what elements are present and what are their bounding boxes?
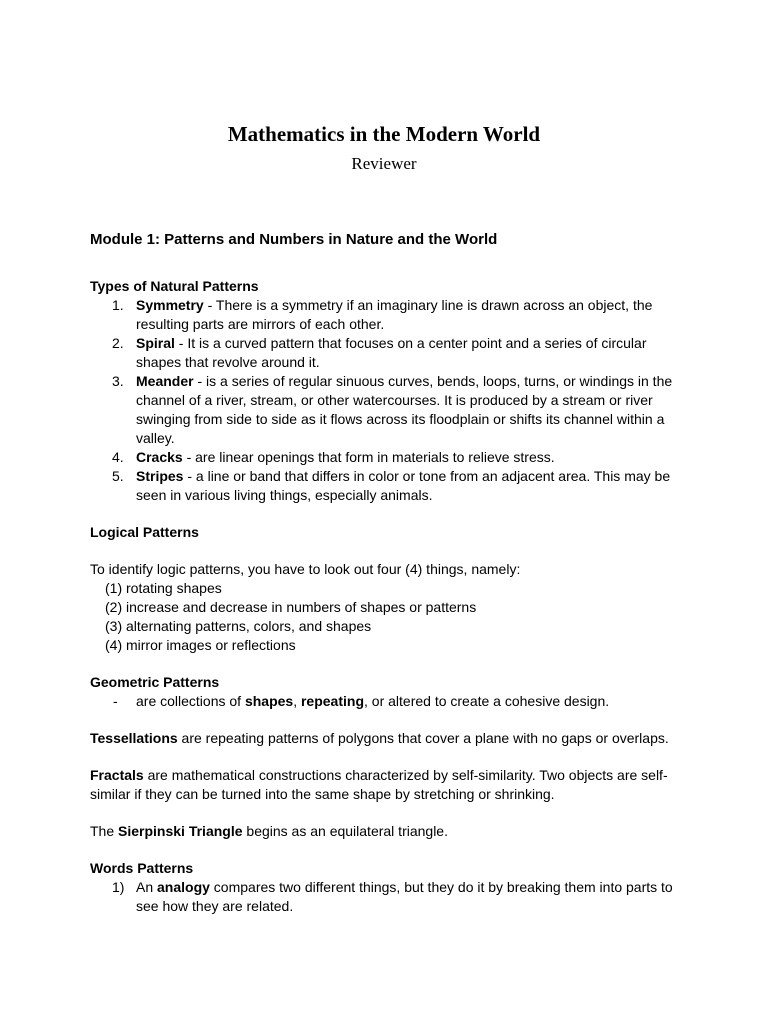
tessellations-paragraph (90, 729, 680, 748)
list-item (90, 372, 680, 448)
fractals-paragraph (90, 766, 680, 804)
list-item: (2) increase and decrease in numbers of shapes or patterns (105, 599, 477, 615)
natural-patterns-list (90, 296, 680, 505)
list-item (90, 448, 680, 467)
list-item: (1) rotating shapes (105, 580, 222, 596)
list-text: - a line or band that differs in color or tone from an adjacent area. This may be seen in various living things, especially animals. (136, 468, 671, 503)
list-number: 4. (112, 449, 124, 465)
list-number: 1. (112, 297, 124, 313)
list-number: 1) (112, 879, 125, 895)
term-analogy: analogy (157, 879, 210, 895)
list-text: - It is a curved pattern that focuses on a center point and a series of circular shapes that revolve around it. (136, 335, 647, 370)
logical-patterns-heading: Logical Patterns (90, 524, 199, 540)
list-term: Spiral (136, 335, 175, 351)
list-item (90, 296, 680, 334)
logical-patterns-intro: To identify logic patterns, you have to look out four (4) things, namely: (90, 561, 521, 577)
list-number: 5. (112, 468, 124, 484)
list-text: compares two different things, but they do it by breaking them into parts to see how they are related. (136, 879, 673, 914)
list-item: (3) alternating patterns, colors, and shapes (105, 618, 372, 634)
module-heading: Module 1: Patterns and Numbers in Nature and the World (90, 231, 498, 248)
list-text: An (136, 879, 158, 895)
term-fractals: Fractals (90, 767, 144, 783)
document-body (90, 230, 680, 916)
list-text: , (293, 693, 301, 709)
list-term: Meander (136, 373, 194, 389)
term-shapes: shapes (244, 693, 294, 709)
paragraph-text: are repeating patterns of polygons that cover a plane with no gaps or overlaps. (177, 730, 669, 746)
term-sierpinski-triangle: Sierpinski Triangle (118, 823, 243, 839)
document-subtitle: Reviewer (351, 154, 417, 173)
paragraph-text: The (90, 823, 119, 839)
logical-patterns-list (90, 579, 680, 655)
list-term: Symmetry (136, 297, 204, 313)
list-item (90, 467, 680, 505)
list-term: Cracks (136, 449, 183, 465)
list-text: are collections of (136, 693, 245, 709)
list-text: , or altered to create a cohesive design. (364, 693, 610, 709)
dash-bullet: - (113, 693, 118, 709)
list-item (90, 692, 680, 711)
list-text: - are linear openings that form in materials to relieve stress. (182, 449, 555, 465)
list-item: (4) mirror images or reflections (105, 637, 296, 653)
list-number: 3. (112, 373, 124, 389)
term-tessellations: Tessellations (90, 730, 178, 746)
paragraph-text: begins as an equilateral triangle. (242, 823, 448, 839)
paragraph-text: are mathematical constructions characterized by self-similarity. Two objects are self-similar if they can be turned into the same shape by stretching or shrinking. (90, 767, 668, 802)
words-patterns-heading: Words Patterns (90, 860, 194, 876)
list-item (90, 878, 680, 916)
term-repeating: repeating (300, 693, 364, 709)
list-item (90, 334, 680, 372)
document-title: Mathematics in the Modern World (227, 122, 541, 146)
list-text: - There is a symmetry if an imaginary line is drawn across an object, the resulting parts are mirrors of each other. (136, 297, 653, 332)
list-number: 2. (112, 335, 124, 351)
geometric-patterns-heading: Geometric Patterns (90, 674, 220, 690)
list-term: Stripes (136, 468, 184, 484)
list-text: - is a series of regular sinuous curves, bends, loops, turns, or windings in the channel of a river, stream, or other watercourses. It is produced by a stream or river swinging from side to side as it flows across its floodplain or shifts its channel within a valley. (136, 373, 673, 446)
sierpinski-paragraph (90, 822, 680, 841)
natural-patterns-heading: Types of Natural Patterns (90, 278, 259, 294)
